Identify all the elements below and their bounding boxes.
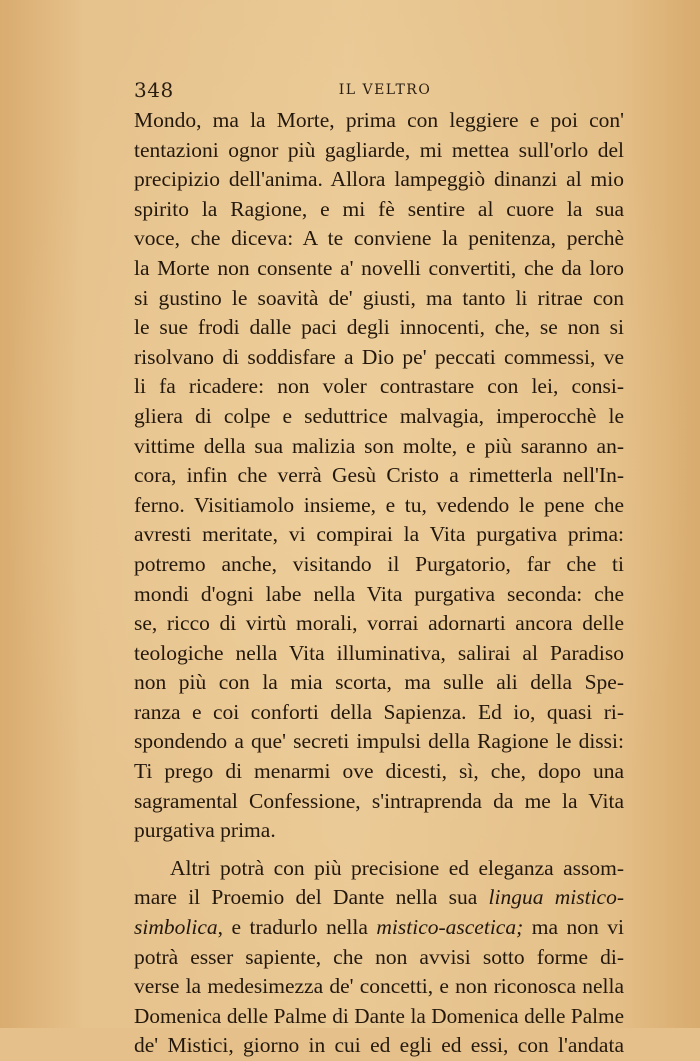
text-line: voce, che diceva: A te conviene la penitenza, perchè	[134, 226, 624, 251]
paragraph-2	[134, 854, 624, 1061]
text-line: mondi d'ogni labe nella Vita purgativa seconda: che	[134, 581, 624, 606]
text-line: gliera di colpe e seduttrice malvagia, imperocchè le	[134, 403, 624, 428]
text-line: avresti meritate, vi compirai la Vita purgativa prima:	[134, 522, 624, 547]
text-line: si gustino le soavità de' giusti, ma tanto li ritrae con	[134, 285, 624, 310]
text-segment: mare il Proemio del Dante nella sua	[134, 885, 489, 910]
text-line: spondendo a que' secreti impulsi della Ragione le dissi:	[134, 729, 624, 754]
text-line: vittime della sua malizia son molte, e più saranno an-	[134, 433, 624, 458]
text-line: le sue frodi dalle paci degli innocenti, che, se non si	[134, 315, 624, 340]
body-text	[134, 106, 624, 1061]
text-line: Mondo, ma la Morte, prima con leggiere e poi con'	[134, 108, 624, 132]
text-line: teologiche nella Vita illuminativa, salirai al Paradiso	[134, 640, 624, 665]
paragraph-gap	[134, 846, 624, 854]
text-line: risolvano di soddisfare a Dio pe' peccati commessi, ve	[134, 344, 624, 369]
text-line: Domenica delle Palme di Dante la Domenica delle Palme	[134, 1003, 624, 1028]
text-line: tentazioni ognor più gagliarde, mi mettea sull'orlo del	[134, 137, 624, 162]
text-line: potremo anche, visitando il Purgatorio, far che ti	[134, 551, 624, 576]
text-segment: ma non vi	[523, 915, 624, 940]
text-segment: , e tradurlo nella	[217, 915, 377, 940]
text-line: non più con la mia scorta, ma sulle ali della Spe-	[134, 670, 624, 695]
running-head	[134, 78, 624, 102]
text-line: verse la medesimezza de' concetti, e non riconosca nella	[134, 974, 624, 999]
italic-term: lingua mistico-	[488, 885, 624, 910]
text-line: precipizio dell'anima. Allora lampeggiò dinanzi al mio	[134, 167, 624, 192]
text-line: se, ricco di virtù morali, vorrai adornarti ancora delle	[134, 611, 624, 636]
italic-term: simbolica	[134, 915, 218, 940]
text-line	[134, 883, 624, 913]
paragraph-1	[134, 106, 624, 846]
text-line: purgativa prima.	[134, 818, 276, 843]
text-line: Ti prego di menarmi ove dicesti, sì, che, dopo una	[134, 759, 624, 784]
text-line: la Morte non consente a' novelli convertiti, che da loro	[134, 255, 624, 280]
text-line	[134, 913, 624, 943]
text-line: potrà esser sapiente, che non avvisi sotto forme di-	[134, 944, 624, 969]
text-line: Altri potrà con più precisione ed eleganza assom-	[170, 855, 624, 880]
text-line: ranza e coi conforti della Sapienza. Ed io, quasi ri-	[134, 699, 624, 724]
text-line: li fa ricadere: non voler contrastare con lei, consi-	[134, 374, 624, 399]
italic-term: mistico-ascetica;	[376, 915, 524, 940]
text-line: spirito la Ragione, e mi fè sentire al cuore la sua	[134, 196, 624, 221]
running-title: IL VELTRO	[338, 82, 432, 98]
text-line: cora, infin che verrà Gesù Cristo a rimetterla nell'In-	[134, 463, 624, 488]
text-line: sagramental Confessione, s'intraprenda da me la Vita	[134, 788, 624, 813]
text-line: de' Mistici, giorno in cui ed egli ed essi, con l'andata	[134, 1033, 624, 1058]
text-line: ferno. Visitiamolo insieme, e tu, vedendo le pene che	[134, 492, 624, 517]
page-number: 348	[134, 78, 174, 102]
